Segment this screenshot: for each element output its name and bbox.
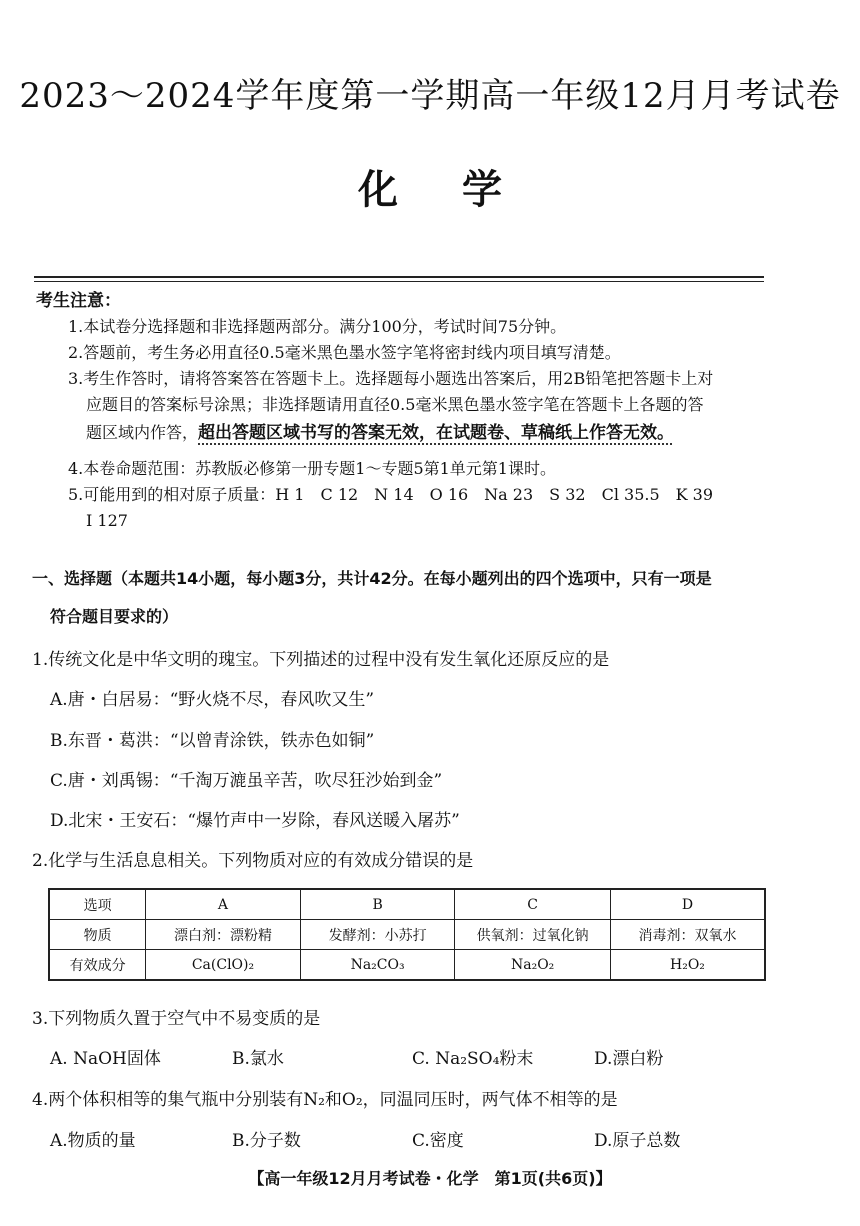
question-1-stem: 1.传统文化是中华文明的瑰宝。下列描述的过程中没有发生氧化还原反应的是 <box>32 650 610 670</box>
exam-title: 2023～2024学年度第一学期高一年级12月月考试卷 <box>19 76 841 116</box>
table-cell: B <box>300 889 455 920</box>
table-cell: 选项 <box>49 889 146 920</box>
question-3-option-c: C. Na₂SO₄粉末 <box>412 1049 534 1069</box>
notice-emphasis: 超出答题区域书写的答案无效，在试题卷、草稿纸上作答无效。 <box>198 423 675 443</box>
question-2-table <box>48 888 766 981</box>
question-4-option-d: D.原子总数 <box>594 1131 681 1151</box>
question-4-option-a: A.物质的量 <box>50 1131 136 1151</box>
table-cell: A <box>146 889 301 920</box>
table-cell: 发酵剂：小苏打 <box>300 920 455 950</box>
table-cell: 漂白剂：漂粉精 <box>146 920 301 950</box>
question-2-stem: 2.化学与生活息息相关。下列物质对应的有效成分错误的是 <box>32 851 474 871</box>
section-1-heading: 一、选择题（本题共14小题，每小题3分，共计42分。在每小题列出的四个选项中，只有一项是 <box>32 569 712 588</box>
notice-heading: 考生注意： <box>36 291 121 311</box>
subject-char-1: 化 <box>358 167 398 213</box>
notice-item-2: 2.答题前，考生务必用直径0.5毫米黑色墨水签字笔将密封线内项目填写清楚。 <box>68 343 621 362</box>
table-cell: H₂O₂ <box>610 950 765 981</box>
table-cell: Na₂CO₃ <box>300 950 455 981</box>
notice-item-3-prefix: 题区域内作答， <box>86 423 199 442</box>
table-cell: Na₂O₂ <box>455 950 611 981</box>
question-4-option-b: B.分子数 <box>232 1131 301 1151</box>
question-4-option-c: C.密度 <box>412 1131 464 1151</box>
question-1-option-b: B.东晋・葛洪：“以曾青涂铁，铁赤色如铜” <box>50 731 375 751</box>
question-1-option-a: A.唐・白居易：“野火烧不尽，春风吹又生” <box>50 690 375 710</box>
section-1-heading-cont: 符合题目要求的） <box>50 607 179 626</box>
table-cell: 物质 <box>49 920 146 950</box>
table-cell: 消毒剂：双氧水 <box>610 920 765 950</box>
table-cell: 有效成分 <box>49 950 146 981</box>
question-1-option-c: C.唐・刘禹锡：“千淘万漉虽辛苦，吹尽狂沙始到金” <box>50 771 443 791</box>
question-3-option-d: D.漂白粉 <box>594 1049 664 1069</box>
table-row <box>49 889 765 920</box>
table-cell: D <box>610 889 765 920</box>
question-1-option-d: D.北宋・王安石：“爆竹声中一岁除，春风送暖入屠苏” <box>50 811 460 831</box>
question-4-stem: 4.两个体积相等的集气瓶中分别装有N₂和O₂，同温同压时，两气体不相等的是 <box>32 1090 618 1110</box>
table-row <box>49 950 765 981</box>
notice-item-4: 4.本卷命题范围：苏教版必修第一册专题1～专题5第1单元第1课时。 <box>68 459 556 478</box>
divider-bottom <box>34 281 764 282</box>
divider-top <box>34 276 764 278</box>
question-3-option-a: A. NaOH固体 <box>50 1049 161 1069</box>
notice-item-5: 5.可能用到的相对原子质量：H 1 C 12 N 14 O 16 Na 23 S 32 Cl 35.5 K 39 <box>68 485 714 504</box>
table-cell: C <box>455 889 611 920</box>
question-3-stem: 3.下列物质久置于空气中不易变质的是 <box>32 1009 321 1029</box>
subject-char-2: 学 <box>462 167 502 213</box>
table-cell: Ca(ClO)₂ <box>146 950 301 981</box>
notice-item-5-cont: I 127 <box>86 511 128 530</box>
notice-item-1: 1.本试卷分选择题和非选择题两部分。满分100分，考试时间75分钟。 <box>68 317 567 336</box>
table-row <box>49 920 765 950</box>
notice-item-3-end <box>86 420 674 446</box>
page-footer: 【高一年级12月月考试卷・化学 第1页(共6页)】 <box>248 1169 612 1188</box>
table-cell: 供氧剂：过氧化钠 <box>455 920 611 950</box>
subject-title <box>0 158 860 215</box>
notice-item-3: 3.考生作答时，请将答案答在答题卡上。选择题每小题选出答案后，用2B铅笔把答题卡上对 <box>68 369 714 388</box>
question-3-option-b: B.氯水 <box>232 1049 284 1069</box>
notice-item-3-cont: 应题目的答案标号涂黑；非选择题请用直径0.5毫米黑色墨水签字笔在答题卡上各题的答 <box>86 395 704 414</box>
